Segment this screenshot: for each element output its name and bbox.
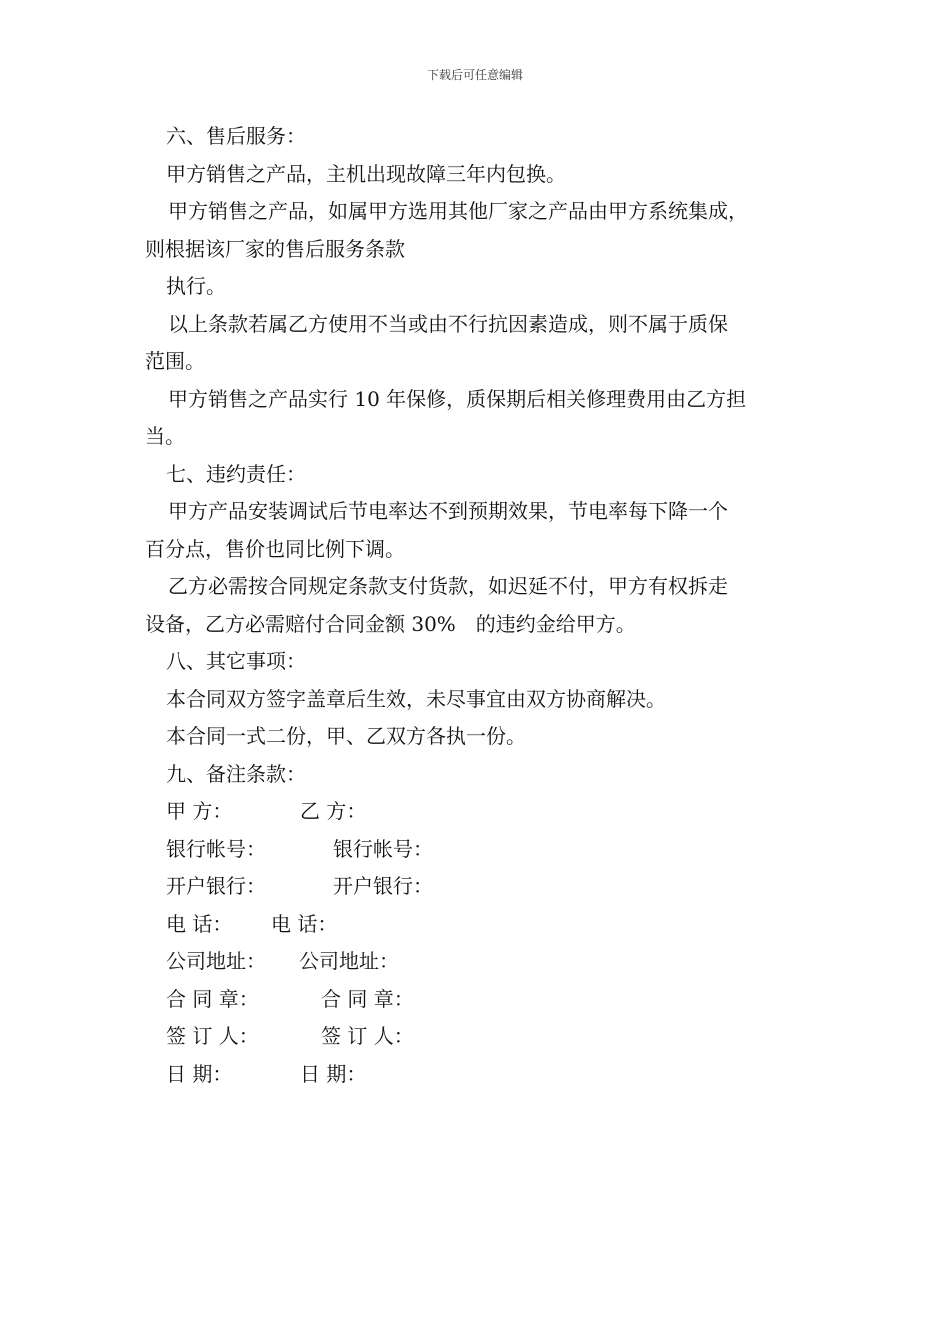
signature-row-signer [145,1018,825,1056]
phone-a-label: 电 话： [166,911,233,936]
paragraph-line: 设备，乙方必需赔付合同金额 30% 的违约金给甲方。 [145,611,636,636]
section-heading-other: 八、其它事项： [166,649,306,673]
paragraph: 本合同双方签字盖章后生效，未尽事宜由双方协商解决。 [166,686,666,711]
party-a-label: 甲 方： [166,799,233,823]
signature-row-phone [145,906,825,944]
paragraph-line: 甲方销售之产品实行 10 年保修，质保期后相关修理费用由乙方担 [168,386,747,411]
signature-row-bank [145,868,825,906]
signature-row-party [145,793,825,831]
paragraph-line: 以上条款若属乙方使用不当或由不行抗因素造成，则不属于质保 [168,311,728,336]
seal-b-label: 合 同 章： [321,986,414,1011]
paragraph-line: 当。 [145,424,185,448]
paragraph-line: 甲方产品安装调试后节电率达不到预期效果，节电率每下降一个 [168,499,728,523]
paragraph-line: 则根据该厂家的售后服务条款 [145,236,405,261]
date-a-label: 日 期： [166,1061,233,1086]
section-heading-breach: 七、违约责任： [166,461,306,486]
party-b-label: 乙 方： [300,799,367,823]
address-b-label: 公司地址： [299,949,399,973]
paragraph-line: 范围。 [145,349,205,373]
paragraph-line: 百分点，售价也同比例下调。 [145,536,405,561]
section-heading-after-sales: 六、售后服务： [166,124,306,148]
contract-body [145,118,825,1093]
paragraph-line: 甲方销售之产品，如属甲方选用其他厂家之产品由甲方系统集成， [168,199,748,223]
signature-row-bank-account [145,831,825,869]
section-heading-remarks: 九、备注条款： [166,761,306,786]
paragraph: 甲方销售之产品，主机出现故障三年内包换。 [166,161,566,186]
signature-row-date [145,1056,825,1094]
bank-b-label: 开户银行： [333,874,433,898]
address-a-label: 公司地址： [166,949,266,973]
page-header: 下载后可任意编辑 [426,68,523,82]
bank-account-b-label: 银行帐号： [333,836,433,861]
seal-a-label: 合 同 章： [166,986,259,1011]
bank-account-a-label: 银行帐号： [166,836,266,861]
signature-row-seal [145,981,825,1019]
signer-b-label: 签 订 人： [321,1024,414,1048]
signature-row-address [145,943,825,981]
signer-a-label: 签 订 人： [166,1024,259,1048]
paragraph-line: 乙方必需按合同规定条款支付货款，如迟延不付，甲方有权拆走 [168,574,728,598]
phone-b-label: 电 话： [271,911,338,936]
bank-a-label: 开户银行： [166,874,266,898]
paragraph-line: 执行。 [166,274,226,298]
date-b-label: 日 期： [300,1061,367,1086]
paragraph: 本合同一式二份，甲、乙双方各执一份。 [166,724,526,748]
